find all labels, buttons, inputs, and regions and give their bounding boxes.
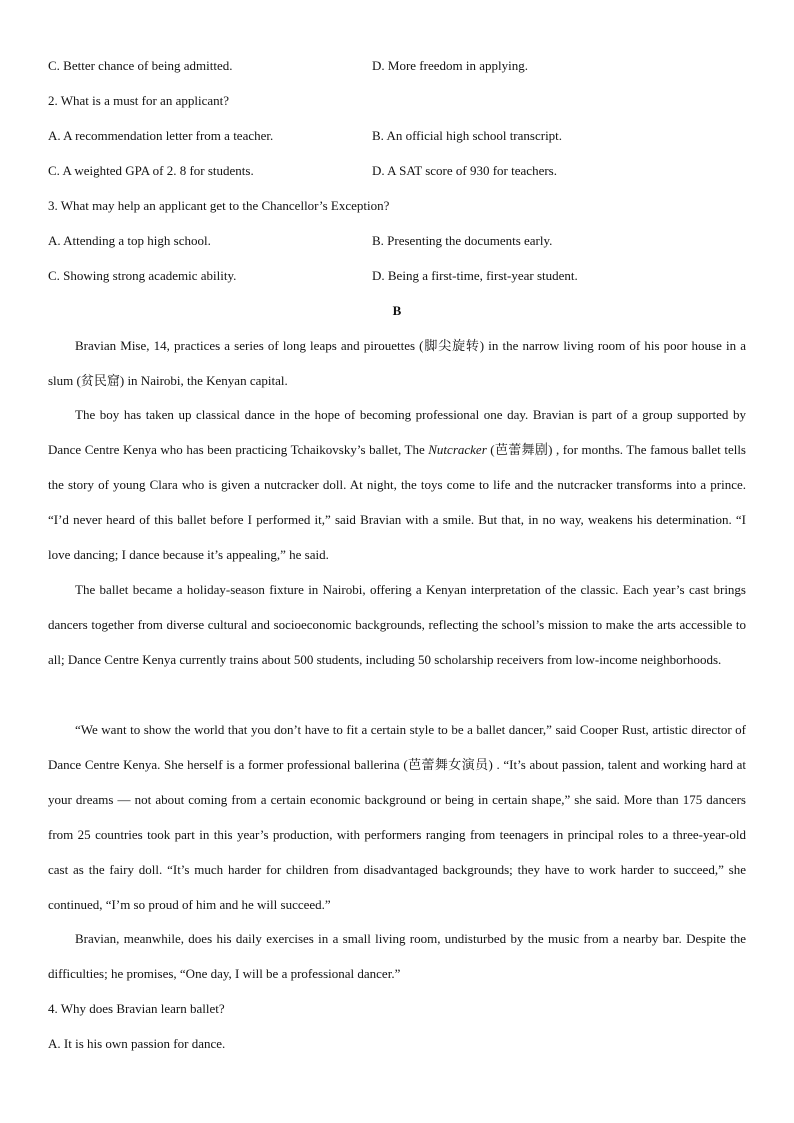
q4-option-a[interactable]: A. It is his own passion for dance.: [48, 1036, 226, 1051]
passage-paragraph-5: Bravian, meanwhile, does his daily exercises in a small living room, undisturbed by the music from a nearby bar. Despite the difficulties; he promises, “One day, I will be a professional dancer.”: [48, 931, 746, 981]
q4-question: 4. Why does Bravian learn ballet?: [48, 1001, 225, 1016]
q3-options-row-cd: [48, 258, 746, 293]
passage-paragraph-4: “We want to show the world that you don’t have to fit a certain style to be a ballet dancer,” said Cooper Rust, artistic director of Dance Centre Kenya. She herself is a former professional ballerina (芭蕾舞女演员) . “It’s about passion, talent and working hard at your dreams — not about coming from a certain economic background or being in certain shape,” she said. More than 175 dancers from 25 countries took part in this year’s production, with performers ranging from teenagers in principal roles to a three-year-old cast as the fairy doll. “It’s much harder for children from disadvantaged backgrounds; they have to work harder to succeed,” she continued, “I’m so proud of him and he will succeed.”: [48, 722, 746, 912]
q2-options-row-cd: [48, 153, 746, 188]
q2-option-a[interactable]: A. A recommendation letter from a teacher.: [48, 128, 274, 143]
passage-paragraph-2-part-1: The boy has taken up classical dance in the hope of becoming professional one day. Bravian is part of a group supported by Dance Centre Kenya who has been practicing Tchaikovsky’s ballet, The: [48, 407, 746, 457]
q2-option-c[interactable]: C. A weighted GPA of 2. 8 for students.: [48, 163, 254, 178]
q2-question: 2. What is a must for an applicant?: [48, 93, 229, 108]
passage-paragraph-1: Bravian Mise, 14, practices a series of long leaps and pirouettes (脚尖旋转) in the narrow living room of his poor house in a slum (贫民窟) in Nairobi, the Kenyan capital.: [48, 338, 746, 388]
q1-options-row-cd: [48, 48, 746, 83]
passage-paragraph-2-part-2: (芭蕾舞剧) , for months. The famous ballet tells the story of young Clara who is given a nutcracker doll. At night, the toys come to life and the nutcracker transforms into a prince. “I’d never heard of this ballet before I performed it,” said Bravian with a smile. But that, in no way, weakens his determination. “I love dancing; I dance because it’s appealing,” he said.: [48, 442, 746, 562]
q3-options-row-ab: [48, 223, 746, 258]
q2-option-b[interactable]: B. An official high school transcript.: [372, 128, 563, 143]
q1-option-d[interactable]: D. More freedom in applying.: [372, 58, 528, 73]
ballet-title-italic: Nutcracker: [428, 442, 487, 457]
passage-paragraph-3: The ballet became a holiday-season fixture in Nairobi, offering a Kenyan interpretation of the classic. Each year’s cast brings dancers together from diverse cultural and socioeconomic backgrounds, reflecting the school’s mission to make the arts accessible to all; Dance Centre Kenya currently trains about 500 students, including 50 scholarship receivers from low-income neighborhoods.: [48, 582, 746, 667]
passage-paragraph-2: [48, 397, 746, 572]
q3-question: 3. What may help an applicant get to the Chancellor’s Exception?: [48, 198, 390, 213]
q3-option-a[interactable]: A. Attending a top high school.: [48, 233, 211, 248]
section-b-heading: B: [392, 303, 402, 318]
q2-option-d[interactable]: D. A SAT score of 930 for teachers.: [372, 163, 557, 178]
q3-option-c[interactable]: C. Showing strong academic ability.: [48, 268, 237, 283]
q1-option-c[interactable]: C. Better chance of being admitted.: [48, 58, 233, 73]
q3-option-b[interactable]: B. Presenting the documents early.: [372, 233, 553, 248]
q3-option-d[interactable]: D. Being a first-time, first-year student.: [372, 268, 578, 283]
q2-options-row-ab: [48, 118, 746, 153]
